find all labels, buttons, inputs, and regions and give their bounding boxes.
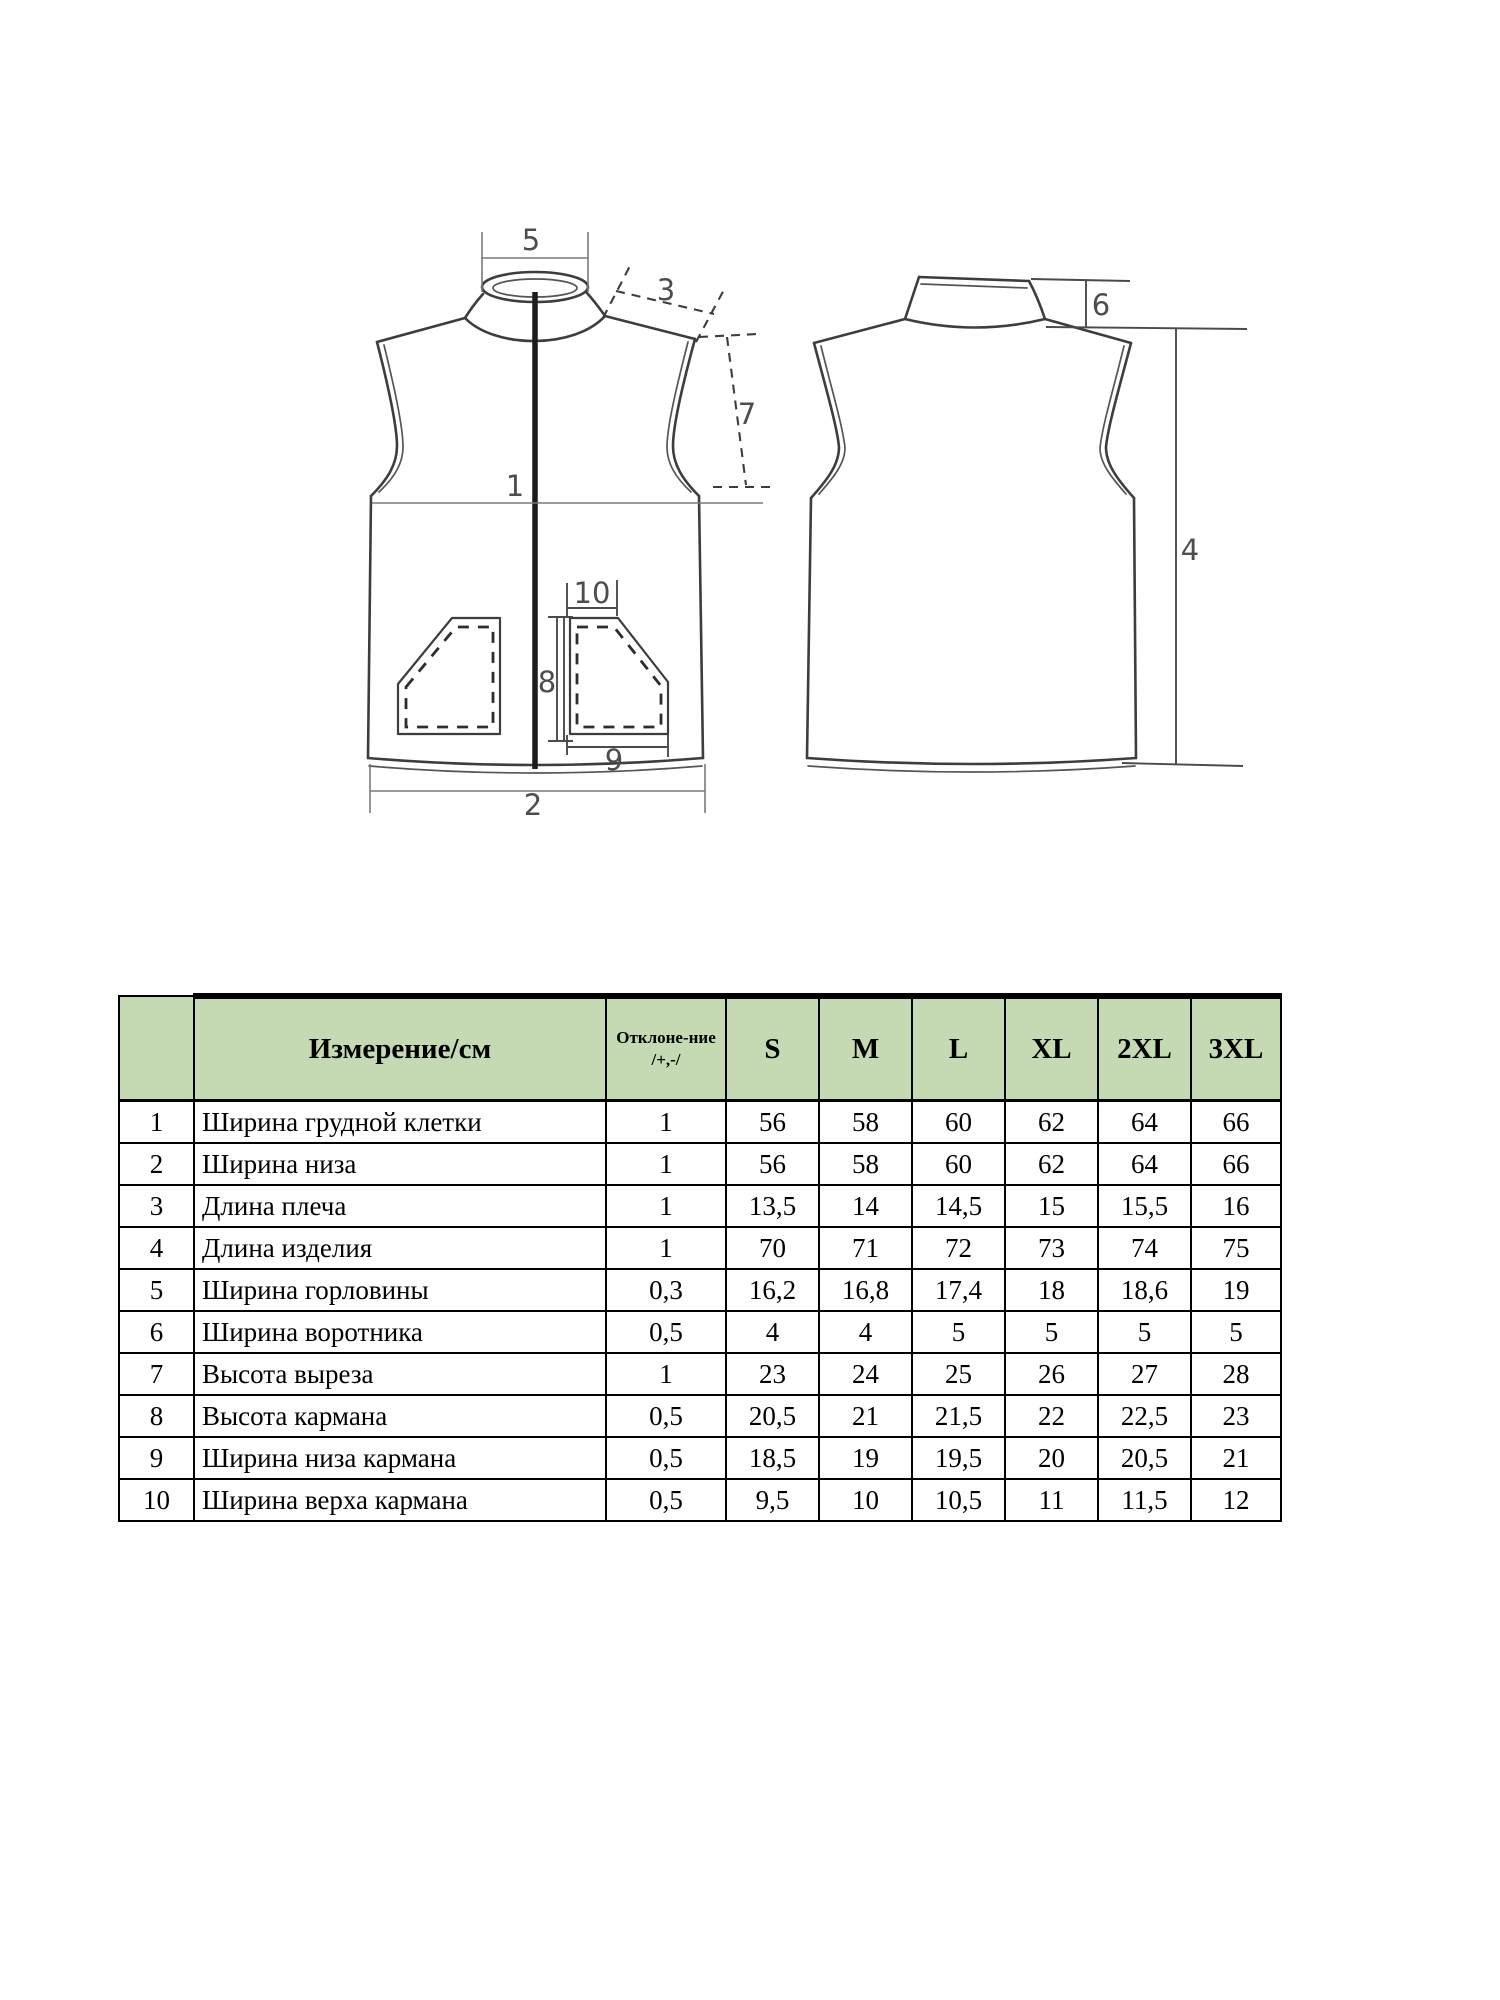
size-value: 4	[819, 1311, 912, 1353]
front-left-armhole	[371, 342, 397, 496]
row-number: 2	[119, 1143, 194, 1185]
back-hem	[807, 758, 1136, 764]
size-value: 19	[819, 1437, 912, 1479]
size-value: 64	[1098, 1143, 1191, 1185]
deviation-value: 1	[606, 1353, 726, 1395]
size-value: 14,5	[912, 1185, 1005, 1227]
size-value: 10,5	[912, 1479, 1005, 1521]
size-value: 5	[912, 1311, 1005, 1353]
dim-label-bottom-width: 2	[523, 788, 543, 822]
table-row	[119, 1269, 1281, 1311]
size-value: 11,5	[1098, 1479, 1191, 1521]
dim-label-chest-width: 1	[505, 469, 525, 503]
dim-label-garment-length: 4	[1180, 533, 1200, 567]
back-collar-top	[919, 277, 1029, 281]
measure-name: Ширина воротника	[194, 1311, 606, 1353]
left-pocket-stitching	[406, 627, 493, 727]
dim3-neck-tick	[603, 262, 632, 318]
deviation-value: 1	[606, 1101, 726, 1144]
size-value: 56	[726, 1143, 819, 1185]
size-table	[118, 993, 1282, 1522]
size-value: 70	[726, 1227, 819, 1269]
size-value: 21	[819, 1395, 912, 1437]
deviation-value: 1	[606, 1227, 726, 1269]
size-value: 23	[726, 1353, 819, 1395]
deviation-header-line2: /+,-/	[651, 1050, 681, 1069]
size-value: 20,5	[726, 1395, 819, 1437]
back-collar-right	[1029, 281, 1045, 319]
deviation-header-line1: Отклоне-ние	[616, 1027, 716, 1047]
front-collar-right	[587, 293, 605, 316]
row-number: 5	[119, 1269, 194, 1311]
row-number: 10	[119, 1479, 194, 1521]
size-value: 12	[1191, 1479, 1281, 1521]
dim7-top-tick	[699, 334, 758, 337]
size-value: 62	[1005, 1101, 1098, 1144]
size-value: 15,5	[1098, 1185, 1191, 1227]
size-value: 19	[1191, 1269, 1281, 1311]
dim-label-pocket-top-width: 10	[573, 576, 611, 610]
size-value: 73	[1005, 1227, 1098, 1269]
size-value: 14	[819, 1185, 912, 1227]
row-number: 7	[119, 1353, 194, 1395]
size-value: 5	[1098, 1311, 1191, 1353]
deviation-value: 1	[606, 1185, 726, 1227]
back-collar-top-seam	[921, 284, 1027, 288]
size-value: 25	[912, 1353, 1005, 1395]
dim-label-shoulder-length: 3	[656, 273, 676, 307]
front-left-side-seam	[368, 496, 371, 758]
size-value: 18	[1005, 1269, 1098, 1311]
deviation-value: 0,5	[606, 1395, 726, 1437]
deviation-column-header	[606, 996, 726, 1101]
dim-label-pocket-bottom: 9	[604, 743, 624, 777]
size-value: 20,5	[1098, 1437, 1191, 1479]
size-value: 17,4	[912, 1269, 1005, 1311]
dim-label-armhole-depth: 7	[737, 397, 757, 431]
size-value: 13,5	[726, 1185, 819, 1227]
dim-label-collar-width: 5	[521, 223, 541, 257]
size-header-xl: XL	[1005, 996, 1098, 1101]
front-right-armhole	[673, 339, 699, 496]
dim-label-collar-height: 6	[1091, 288, 1111, 322]
back-collar-left	[905, 277, 919, 319]
vest-front-view	[368, 232, 774, 813]
table-row	[119, 1101, 1281, 1144]
size-header-s: S	[726, 996, 819, 1101]
row-number: 3	[119, 1185, 194, 1227]
back-left-shoulder	[814, 319, 905, 343]
size-value: 19,5	[912, 1437, 1005, 1479]
size-value: 64	[1098, 1101, 1191, 1144]
table-row	[119, 1143, 1281, 1185]
size-value: 58	[819, 1101, 912, 1144]
size-value: 71	[819, 1227, 912, 1269]
back-hem-seam	[808, 766, 1135, 772]
size-value: 66	[1191, 1101, 1281, 1144]
size-value: 20	[1005, 1437, 1098, 1479]
size-value: 5	[1191, 1311, 1281, 1353]
dimension-labels	[506, 223, 1199, 822]
size-value: 24	[819, 1353, 912, 1395]
table-header-row	[119, 996, 1281, 1101]
row-number: 6	[119, 1311, 194, 1353]
deviation-value: 0,5	[606, 1437, 726, 1479]
size-value: 22,5	[1098, 1395, 1191, 1437]
deviation-value: 0,3	[606, 1269, 726, 1311]
measure-name: Длина плеча	[194, 1185, 606, 1227]
size-value: 74	[1098, 1227, 1191, 1269]
dim-label-pocket-height: 8	[537, 665, 557, 699]
size-value: 60	[912, 1143, 1005, 1185]
measure-name: Ширина низа кармана	[194, 1437, 606, 1479]
table-row	[119, 1227, 1281, 1269]
measure-column-header: Измерение/см	[194, 996, 606, 1101]
size-value: 27	[1098, 1353, 1191, 1395]
size-header-3xl: 3XL	[1191, 996, 1281, 1101]
front-right-side-seam	[699, 496, 703, 758]
front-right-shoulder	[605, 316, 695, 339]
table-row	[119, 1311, 1281, 1353]
right-pocket-stitching	[577, 627, 661, 727]
table-row	[119, 1479, 1281, 1521]
measure-name: Ширина верха кармана	[194, 1479, 606, 1521]
deviation-value: 0,5	[606, 1311, 726, 1353]
size-value: 26	[1005, 1353, 1098, 1395]
table-row	[119, 1353, 1281, 1395]
size-value: 4	[726, 1311, 819, 1353]
size-value: 11	[1005, 1479, 1098, 1521]
size-value: 75	[1191, 1227, 1281, 1269]
size-value: 23	[1191, 1395, 1281, 1437]
size-header-2xl: 2XL	[1098, 996, 1191, 1101]
size-header-m: M	[819, 996, 912, 1101]
size-value: 22	[1005, 1395, 1098, 1437]
front-left-shoulder	[377, 318, 465, 342]
size-value: 5	[1005, 1311, 1098, 1353]
size-value: 56	[726, 1101, 819, 1144]
dim6-top-line	[1031, 279, 1130, 281]
size-value: 28	[1191, 1353, 1281, 1395]
row-number: 4	[119, 1227, 194, 1269]
measure-name: Высота кармана	[194, 1395, 606, 1437]
size-value: 16,2	[726, 1269, 819, 1311]
size-value: 16	[1191, 1185, 1281, 1227]
measure-name: Ширина грудной клетки	[194, 1101, 606, 1144]
back-right-shoulder	[1045, 319, 1131, 343]
measure-name: Ширина горловины	[194, 1269, 606, 1311]
corner-cell	[119, 996, 194, 1101]
dim4-bottom-line	[1122, 763, 1243, 766]
row-number: 8	[119, 1395, 194, 1437]
table-row	[119, 1437, 1281, 1479]
table-row	[119, 1185, 1281, 1227]
size-value: 10	[819, 1479, 912, 1521]
size-value: 16,8	[819, 1269, 912, 1311]
vest-technical-drawing	[0, 0, 1500, 980]
measure-name: Длина изделия	[194, 1227, 606, 1269]
row-number: 9	[119, 1437, 194, 1479]
size-header-l: L	[912, 996, 1005, 1101]
measure-name: Ширина низа	[194, 1143, 606, 1185]
back-neckline	[905, 319, 1045, 328]
deviation-value: 0,5	[606, 1479, 726, 1521]
size-value: 21	[1191, 1437, 1281, 1479]
size-value: 66	[1191, 1143, 1281, 1185]
size-value: 18,5	[726, 1437, 819, 1479]
deviation-value: 1	[606, 1143, 726, 1185]
size-value: 18,6	[1098, 1269, 1191, 1311]
size-value: 9,5	[726, 1479, 819, 1521]
measure-name: Высота выреза	[194, 1353, 606, 1395]
size-value: 15	[1005, 1185, 1098, 1227]
vest-back-view	[807, 277, 1247, 772]
size-value: 72	[912, 1227, 1005, 1269]
back-right-side-seam	[1134, 498, 1136, 758]
size-value: 62	[1005, 1143, 1098, 1185]
row-number: 1	[119, 1101, 194, 1144]
size-value: 60	[912, 1101, 1005, 1144]
size-value: 58	[819, 1143, 912, 1185]
front-collar-left	[465, 294, 483, 318]
table-row	[119, 1395, 1281, 1437]
back-left-side-seam	[807, 498, 811, 758]
size-value: 21,5	[912, 1395, 1005, 1437]
